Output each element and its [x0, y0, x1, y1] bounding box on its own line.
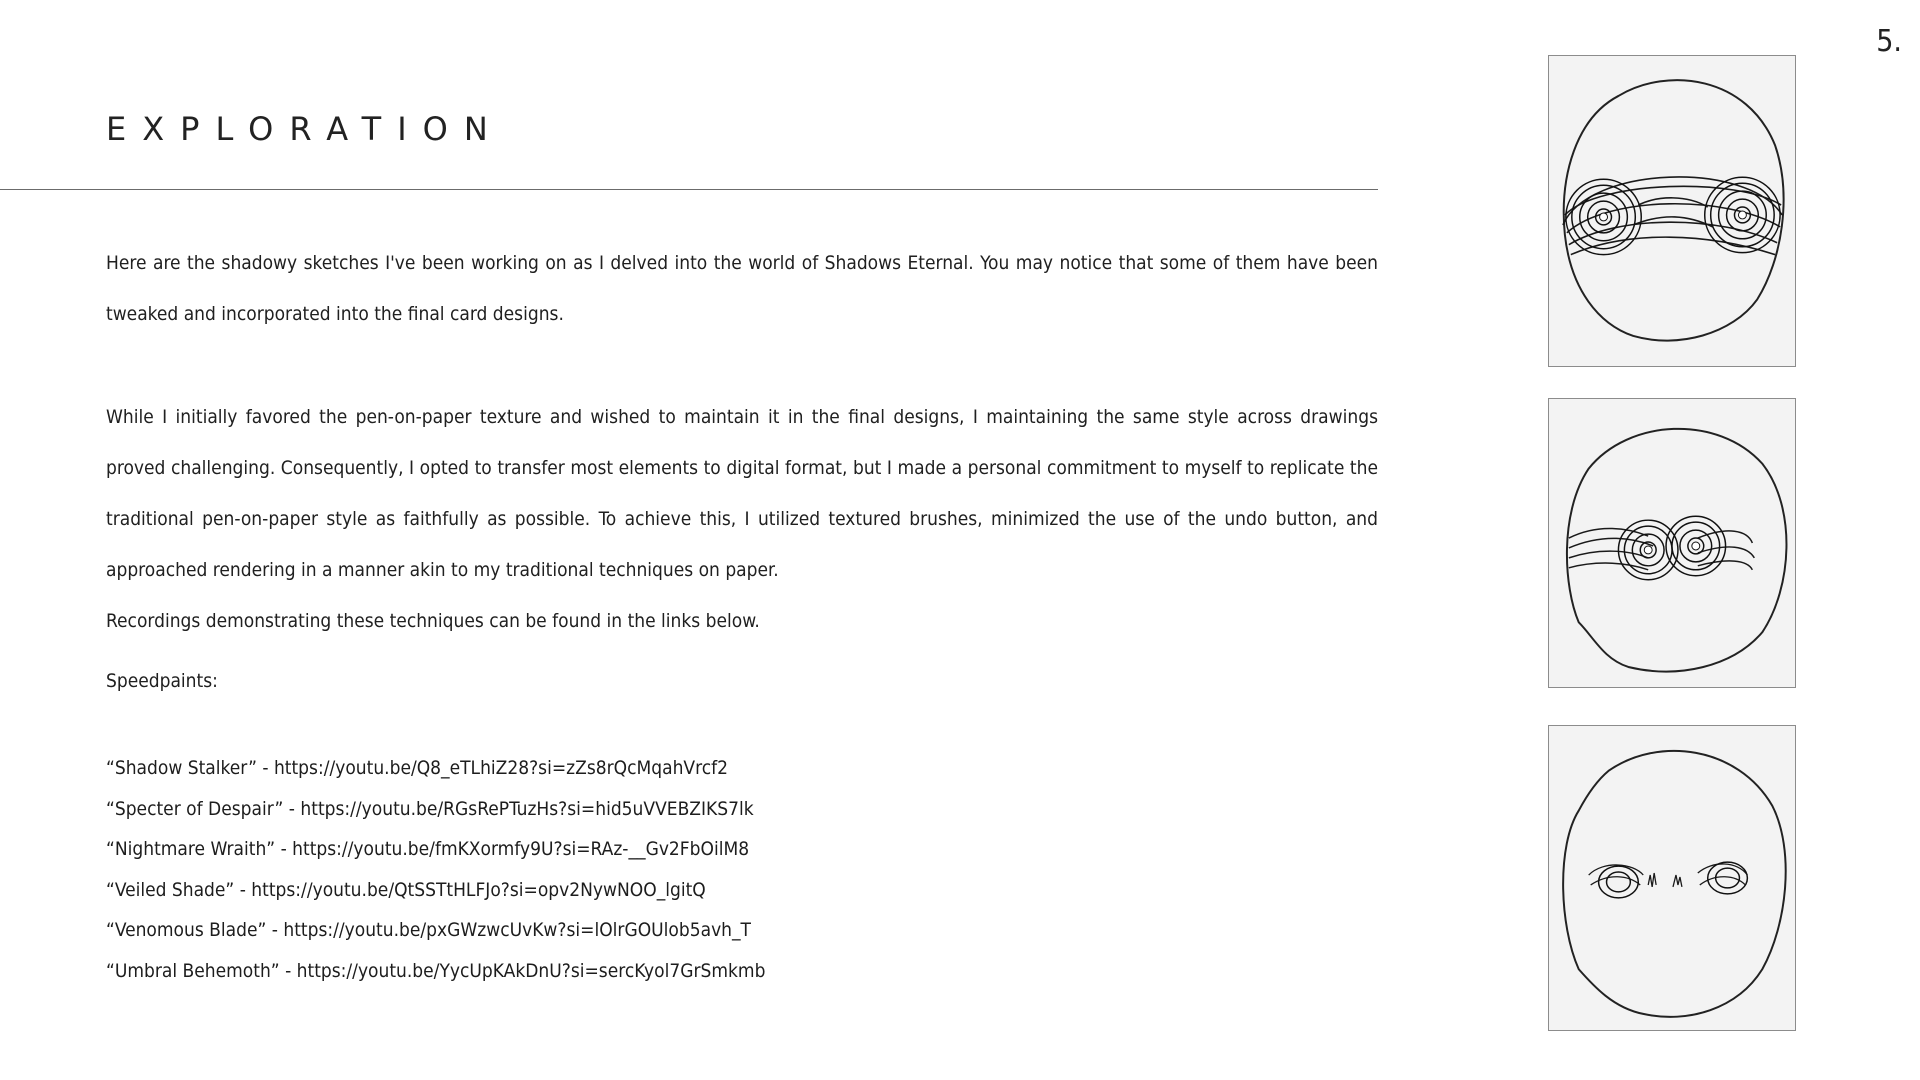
speedpaint-link-list	[106, 748, 765, 991]
sketch-image-2	[1548, 398, 1796, 688]
intro-paragraph: Here are the shadowy sketches I've been working on as I delved into the world of Shadows Eternal. You may notice that some of them have been tweaked and incorporated into the final card designs.	[106, 252, 1378, 325]
speedpaint-link-nightmare-wraith[interactable]: “Nightmare Wraith” - https://youtu.be/fmKXormfy9U?si=RAz-__Gv2FbOilM8	[106, 838, 750, 860]
title-divider	[0, 189, 1378, 190]
sketch-image-1	[1548, 55, 1796, 367]
head-sketch-illustration-1	[1549, 56, 1795, 366]
sketch-image-3	[1548, 725, 1796, 1031]
recordings-note: Recordings demonstrating these techniques can be found in the links below.	[106, 610, 760, 632]
speedpaint-link-specter-of-despair[interactable]: “Specter of Despair” - https://youtu.be/RGsRePTuzHs?si=hid5uVVEBZIKS7lk	[106, 797, 754, 820]
speedpaint-link-shadow-stalker[interactable]: “Shadow Stalker” - https://youtu.be/Q8_eTLhiZ28?si=zZs8rQcMqahVrcf2	[106, 757, 728, 779]
head-sketch-illustration-2	[1549, 399, 1795, 687]
page-number: 5.	[1876, 24, 1902, 59]
head-sketch-illustration-3	[1549, 726, 1795, 1030]
speedpaint-link-umbral-behemoth[interactable]: “Umbral Behemoth” - https://youtu.be/YycUpKAkDnU?si=sercKyol7GrSmkmb	[106, 959, 766, 982]
process-paragraph: While I initially favored the pen-on-paper texture and wished to maintain it in the final designs, I maintaining the same style across drawings proved challenging. Consequently, I opted to transfer most elements to digital format, but I made a personal commitment to myself to replicate the traditional pen-on-paper style as faithfully as possible. To achieve this, I utilized textured brushes, minimized the use of the undo button, and approached rendering in a manner akin to my traditional techniques on paper.	[106, 406, 1378, 581]
speedpaint-link-veiled-shade[interactable]: “Veiled Shade” - https://youtu.be/QtSSTtHLFJo?si=opv2NywNOO_lgitQ	[106, 878, 706, 901]
page-title: EXPLORATION	[106, 110, 504, 148]
speedpaints-label: Speedpaints:	[106, 670, 218, 692]
speedpaint-link-venomous-blade[interactable]: “Venomous Blade” - https://youtu.be/pxGWzwcUvKw?si=lOlrGOUlob5avh_T	[106, 919, 751, 941]
